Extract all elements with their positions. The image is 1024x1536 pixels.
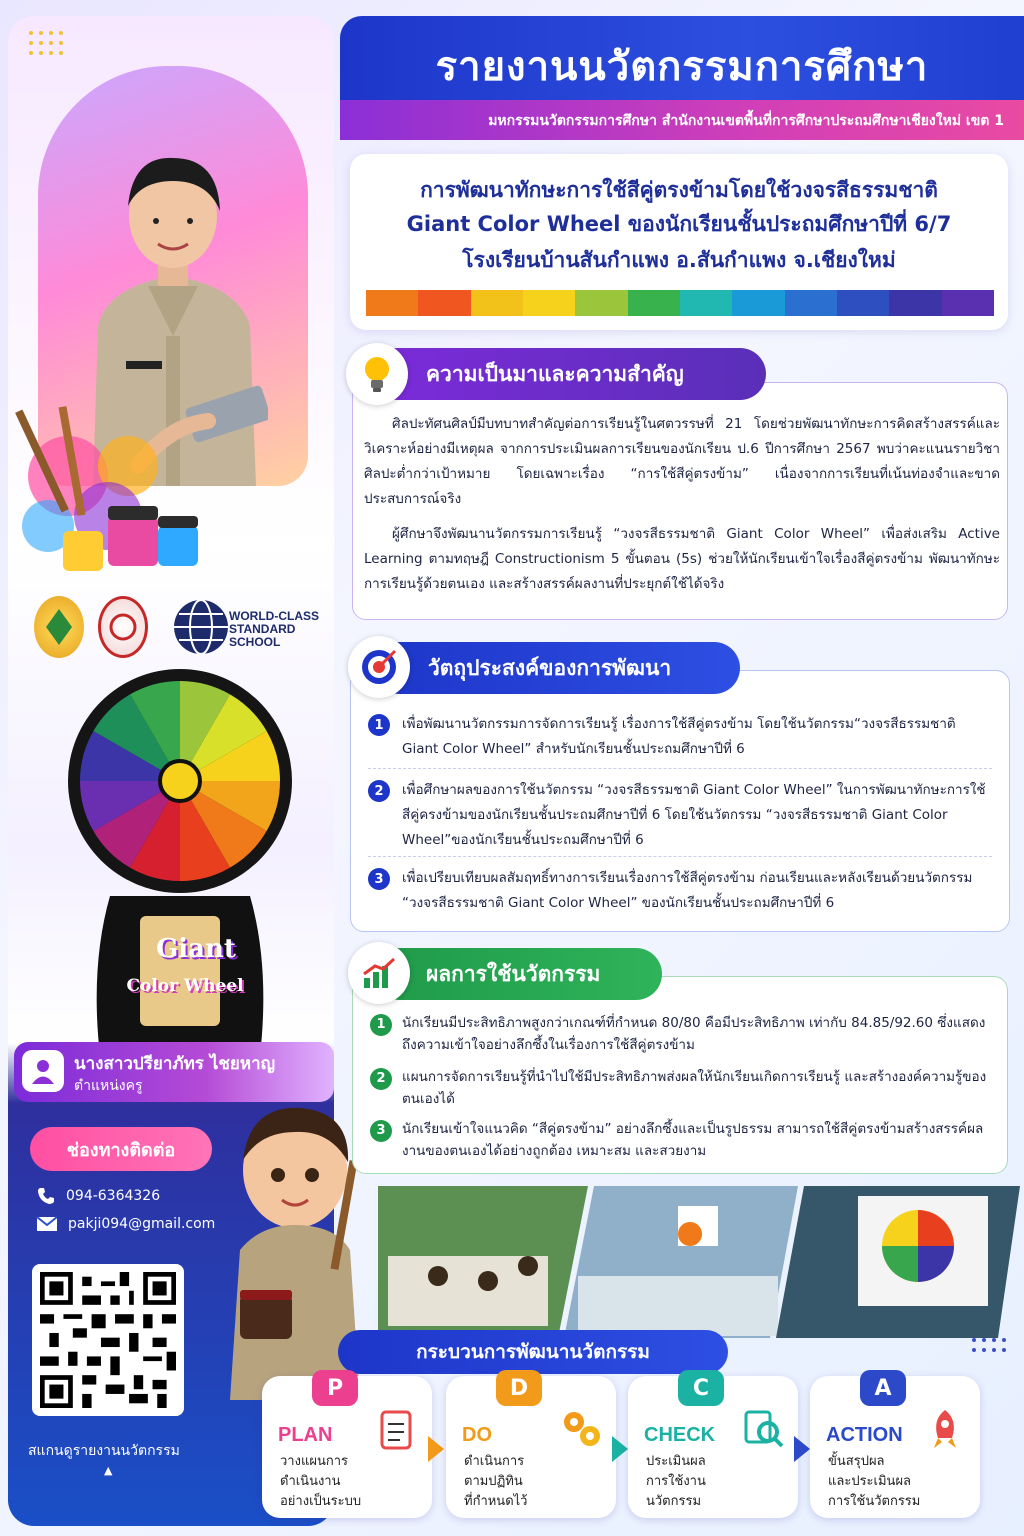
objective-divider (368, 768, 992, 769)
objectives-heading-text: วัตถุประสงค์ของการพัฒนา (428, 655, 672, 680)
pdca-letter-badge: P (312, 1370, 358, 1406)
objective-number: 1 (368, 714, 390, 736)
rainbow-bar (366, 290, 994, 316)
classroom-photos (378, 1186, 1020, 1338)
pdca-letter-badge: C (678, 1370, 724, 1406)
teacher-name-card (14, 1042, 334, 1102)
pdca-description-line: นวัตกรรม (646, 1494, 702, 1509)
project-title-line-1: การพัฒนาทักษะการใช้สีคู่ตรงข้ามโดยใช้วงจรสีธรรมชาติ (420, 178, 938, 202)
pdca-card-plan (262, 1376, 432, 1518)
school-logos (34, 596, 334, 666)
pdca-letter-badge: A (860, 1370, 906, 1406)
page-title: รายงานนวัตกรรมการศึกษา (435, 44, 929, 90)
pdca-description-line: การใช้นวัตกรรม (828, 1494, 921, 1509)
pdca-description-line: อย่างเป็นระบบ (280, 1494, 362, 1509)
results-heading-text: ผลการใช้นวัตกรรม (426, 961, 601, 986)
pdca-description (464, 1452, 527, 1512)
background-paragraph-1: ศิลปะทัศนศิลป์มีบทบาทสำคัญต่อการเรียนรู้ในศตวรรษที่ 21 โดยช่วยพัฒนาทักษะการคิดสร้างสรรค์และวิเคราะห์อย่างมีเหตุผล จากการประเมินผลการเรียนของนักเรียน ป.6 ปีการศึกษา 2567 พบว่าคะแนนรายวิชาศิลปะต่ำกว่าเป้าหมาย โดยเฉพาะเรื่อง “การใช้สีคู่ตรงข้าม” เนื่องจากการเรียนที่เน้นท่องจำและขาดประสบการณ์จริง (364, 416, 1000, 507)
pdca-description (646, 1452, 706, 1512)
magnifier-icon (740, 1406, 786, 1452)
result-text: นักเรียนเข้าใจแนวคิด “สีคู่ตรงข้าม” อย่างลึกซึ้งและเป็นรูปธรรม สามารถใช้สีคู่ตรงข้ามสร้างสรรค์ผลงานของตนเองได้อย่างถูกต้อง เหมาะสม และสวยงาม (402, 1121, 984, 1159)
results-heading (374, 948, 662, 1000)
rainbow-swatch (837, 290, 889, 316)
pdca-title: ACTION (826, 1424, 903, 1446)
pdca-title: CHECK (644, 1424, 716, 1446)
phone-row[interactable] (36, 1186, 160, 1206)
dots-decoration-right (970, 1336, 1010, 1366)
rainbow-swatch (471, 290, 523, 316)
background-heading (372, 348, 766, 400)
header-title-bar (340, 16, 1024, 100)
rainbow-swatch (575, 290, 627, 316)
pdca-title: DO (462, 1424, 492, 1446)
result-number: 1 (370, 1014, 392, 1036)
process-heading: กระบวนการพัฒนานวัตกรรม (338, 1330, 728, 1374)
qr-code-icon (40, 1272, 176, 1408)
background-paragraph-2: ผู้ศึกษาจึงพัฒนานวัตกรรมการเรียนรู้ “วงจรสีธรรมชาติ Giant Color Wheel” เพื่อส่งเสริม Active Learning ตามทฤษฎี Constructionism 5 ขั้นตอน (5s) ช่วยให้นักเรียนเข้าใจเรื่องสีคู่ตรงข้าม พัฒนาทักษะการเรียนรู้ด้วยตนเอง และสร้างสรรค์ผลงานที่ประยุกต์ใช้ได้จริง (364, 526, 1000, 592)
contact-heading: ช่องทางติดต่อ (30, 1127, 212, 1171)
pdca-card-do (446, 1376, 616, 1518)
clipboard-icon (374, 1406, 420, 1452)
pdca-description-line: วางแผนการ (280, 1454, 348, 1469)
pdca-description (828, 1452, 920, 1512)
chevron-right-icon (428, 1436, 444, 1462)
rainbow-swatch (942, 290, 994, 316)
rainbow-swatch (889, 290, 941, 316)
chevron-right-icon (612, 1436, 628, 1462)
rainbow-swatch (418, 290, 470, 316)
objective-text: เพื่อศึกษาผลของการใช้นวัตกรรม “วงจรสีธรรมชาติ Giant Color Wheel” ในการพัฒนาทักษะการใช้สีคู่ครงข้ามของนักเรียนชั้นประถมศึกษาปีที่ 6 โดยใช้นวัตกรรม “วงจรสีธรรมชาติ Giant Color Wheel”ของนักเรียนชั้นประถมศึกษาปีที่ 6 (402, 782, 986, 848)
pdca-description-line: และประเมินผล (828, 1474, 912, 1489)
result-item (368, 1066, 992, 1110)
pdca-title: PLAN (278, 1424, 333, 1446)
result-item (368, 1118, 992, 1162)
giant-color-wheel-illustration (60, 666, 300, 1066)
page-subtitle: มหกรรมนวัตกรรมการศึกษา สำนักงานเขตพื้นที่การศึกษาประถมศึกษาเชียงใหม่ เขต 1 (488, 113, 1004, 129)
result-text: แผนการจัดการเรียนรู้ที่นำไปใช้มีประสิทธิภาพส่งผลให้นักเรียนเกิดการเรียนรู้ และสร้างองค์ความรู้ของตนเองได้ (402, 1069, 987, 1107)
objective-item (368, 712, 992, 762)
objective-item (368, 778, 992, 853)
target-icon (348, 636, 410, 698)
caret-up-icon: ▲ (104, 1464, 113, 1477)
bar-chart-icon (348, 942, 410, 1004)
wheel-label-color-wheel: Color Wheel (126, 976, 244, 996)
teacher-role: ตำแหน่งครู (74, 1078, 143, 1094)
objective-number: 3 (368, 868, 390, 890)
pdca-description (280, 1452, 361, 1512)
rainbow-swatch (785, 290, 837, 316)
pdca-description-line: การใช้งาน (646, 1474, 706, 1489)
qr-caption: สแกนดูรายงานนวัตกรรม (28, 1443, 180, 1459)
rainbow-swatch (366, 290, 418, 316)
rainbow-swatch (523, 290, 575, 316)
objective-text: เพื่อเปรียบเทียบผลสัมฤทธิ์ทางการเรียนเรื่องการใช้สีคู่ตรงข้าม ก่อนเรียนและหลังเรียนด้วยนวัตกรรม “วงจรสีธรรมชาติ Giant Color Wheel” ของนักเรียนชั้นประถมศึกษาปีที่ 6 (402, 870, 973, 911)
globe-icon (170, 596, 232, 658)
result-number: 2 (370, 1068, 392, 1090)
obec-logo (34, 596, 84, 658)
objective-item (368, 866, 992, 916)
rainbow-swatch (628, 290, 680, 316)
header-subtitle-bar (340, 100, 1024, 140)
chevron-right-icon (794, 1436, 810, 1462)
rocket-icon (922, 1406, 968, 1452)
pdca-description-line: ตามปฏิทิน (464, 1474, 523, 1489)
result-item (368, 1012, 992, 1056)
paint-supplies-illustration (8, 406, 218, 586)
pdca-description-line: ประเมินผล (646, 1454, 706, 1469)
pdca-description-line: ดำเนินการ (464, 1454, 525, 1469)
phone-icon (36, 1186, 56, 1206)
school-seal-logo (98, 596, 148, 658)
pdca-description-line: ขั้นสรุปผล (828, 1454, 885, 1469)
project-title-line-3: โรงเรียนบ้านสันกำแพง อ.สันกำแพง จ.เชียงใหม่ (462, 248, 896, 272)
wheel-label-giant: Giant (156, 934, 236, 964)
pdca-description-line: ดำเนินงาน (280, 1474, 341, 1489)
email-row[interactable] (36, 1216, 215, 1232)
background-heading-text: ความเป็นมาและความสำคัญ (426, 361, 684, 386)
dots-decoration (26, 28, 76, 68)
pdca-card-check (628, 1376, 798, 1518)
objective-divider (368, 856, 992, 857)
qr-code[interactable] (32, 1264, 184, 1416)
rainbow-swatch (732, 290, 784, 316)
objective-number: 2 (368, 780, 390, 802)
project-title-box (350, 154, 1008, 330)
pdca-card-action (810, 1376, 980, 1518)
user-icon (22, 1050, 64, 1092)
gears-icon (558, 1406, 604, 1452)
teacher-name: นางสาวปรียาภัทร ไชยหาญ (74, 1054, 276, 1074)
pdca-description-line: ที่กำหนดไว้ (464, 1494, 528, 1509)
world-class-text: WORLD-CLASS STANDARD SCHOOL (229, 609, 319, 649)
pdca-letter-badge: D (496, 1370, 542, 1406)
result-text: นักเรียนมีประสิทธิภาพสูงกว่าเกณฑ์ที่กำหนด 80/80 คือมีประสิทธิภาพ เท่ากับ 84.85/92.60 ซึ่งแสดงถึงความเข้าใจอย่างลึกซึ้งในเรื่องการใช้สีคู่ตรงข้าม (402, 1015, 986, 1053)
phone-number: 094-6364326 (66, 1188, 161, 1204)
lightbulb-icon (346, 343, 408, 405)
project-title-line-2: Giant Color Wheel ของนักเรียนชั้นประถมศึกษาปีที่ 6/7 (406, 212, 952, 236)
rainbow-swatch (680, 290, 732, 316)
result-number: 3 (370, 1120, 392, 1142)
objective-text: เพื่อพัฒนานวัตกรรมการจัดการเรียนรู้ เรื่องการใช้สีคู่ตรงข้าม โดยใช้นวัตกรรม“วงจรสีธรรมชาติ Giant Color Wheel” สำหรับนักเรียนชั้นประถมศึกษาปีที่ 6 (402, 716, 956, 757)
email-address: pakji094@gmail.com (68, 1216, 216, 1232)
objectives-heading (374, 642, 740, 694)
mail-icon (36, 1216, 58, 1232)
